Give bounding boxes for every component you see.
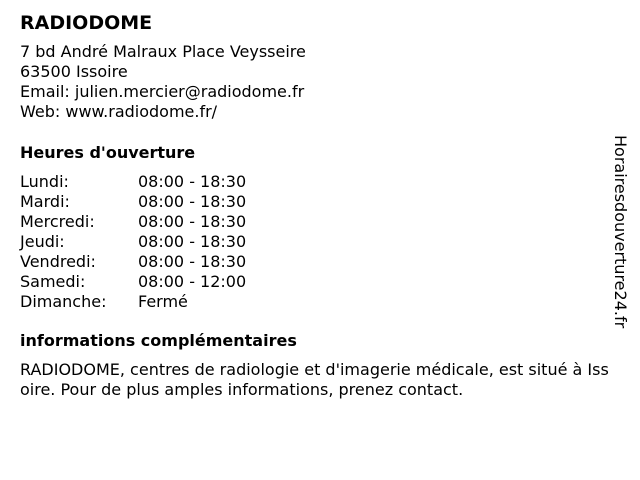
hours-time: 08:00 - 18:30 (138, 232, 247, 251)
hours-row-samedi (20, 272, 610, 292)
hours-day: Dimanche: (20, 292, 107, 311)
address-line-1: 7 bd André Malraux Place Veysseire (20, 42, 306, 61)
hours-table (20, 172, 610, 312)
hours-time: 08:00 - 18:30 (138, 172, 247, 191)
hours-day: Jeudi: (20, 232, 65, 251)
hours-heading: Heures d'ouverture (20, 143, 196, 162)
watermark-text: Horairesdouverture24.fr (611, 135, 630, 329)
hours-row-dimanche (20, 292, 610, 312)
hours-day: Mardi: (20, 192, 70, 211)
hours-day: Vendredi: (20, 252, 96, 271)
hours-time: 08:00 - 18:30 (138, 212, 247, 231)
info-text: RADIODOME, centres de radiologie et d'imagerie médicale, est situé à Issoire. Pour de plus amples informations, prenez contact. (20, 360, 609, 399)
hours-time: 08:00 - 12:00 (138, 272, 247, 291)
hours-day: Lundi: (20, 172, 69, 191)
hours-row-mardi (20, 192, 610, 212)
business-card (20, 10, 610, 400)
hours-time: 08:00 - 18:30 (138, 252, 247, 271)
business-name: RADIODOME (20, 12, 153, 34)
web-line: Web: www.radiodome.fr/ (20, 102, 218, 121)
hours-time: Fermé (138, 292, 188, 311)
hours-row-vendredi (20, 252, 610, 272)
hours-day: Mercredi: (20, 212, 95, 231)
address-line-2: 63500 Issoire (20, 62, 128, 81)
info-heading: informations complémentaires (20, 331, 297, 350)
hours-row-jeudi (20, 232, 610, 252)
hours-row-lundi (20, 172, 610, 192)
hours-day: Samedi: (20, 272, 86, 291)
email-line: Email: julien.mercier@radiodome.fr (20, 82, 305, 101)
hours-row-mercredi (20, 212, 610, 232)
hours-time: 08:00 - 18:30 (138, 192, 247, 211)
